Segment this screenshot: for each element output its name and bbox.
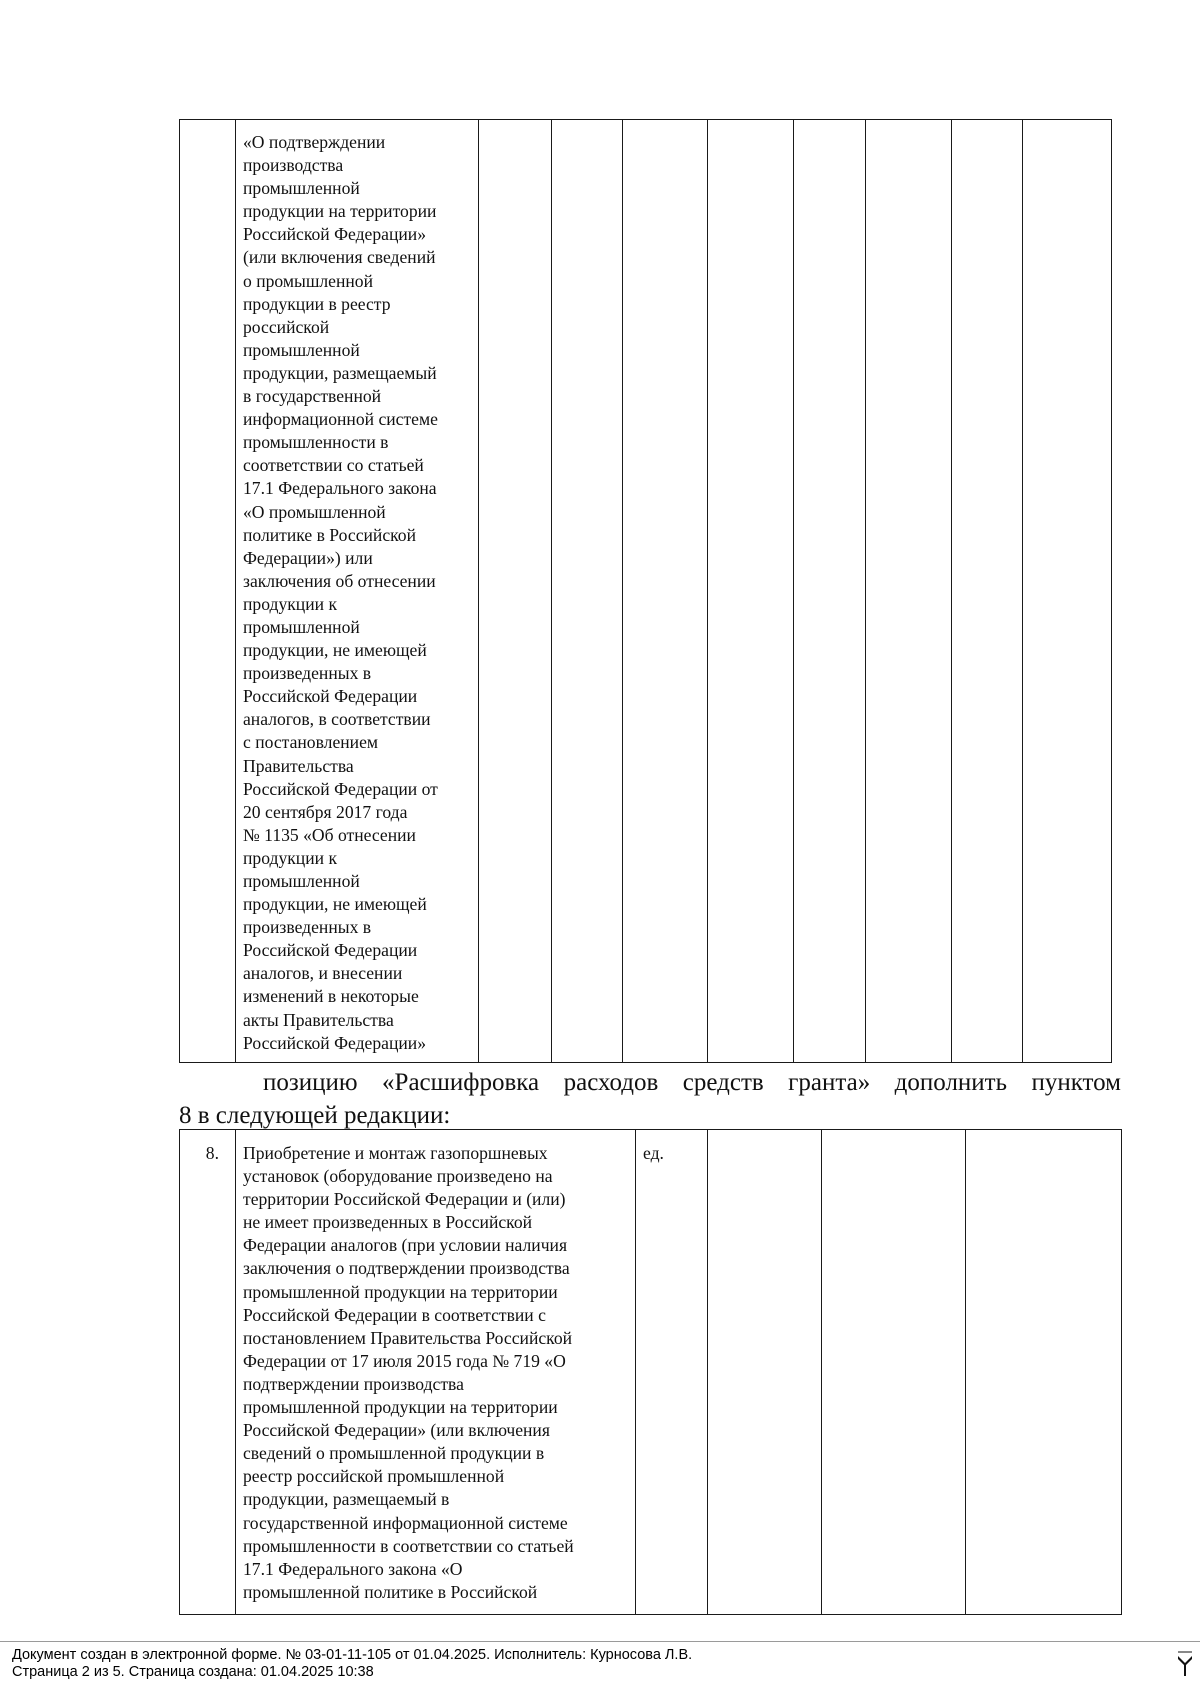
text-line: произведенных в <box>243 917 372 938</box>
text-line: продукции в реестр <box>243 293 391 314</box>
paragraph-line: позицию «Расшифровка расходов средств гранта» дополнить пунктом <box>263 1069 1121 1096</box>
text-line: политике в Российской <box>243 524 417 545</box>
text-line: продукции к <box>243 847 337 868</box>
text-line: промышленной продукции на территории <box>243 1281 558 1302</box>
text-line: заключения о подтверждении производства <box>243 1258 570 1279</box>
text-line: Приобретение и монтаж газопоршневых <box>243 1143 548 1163</box>
text-line: не имеет произведенных в Российской <box>243 1212 533 1233</box>
text-line: в государственной <box>243 386 382 407</box>
text-line: Российской Федерации» <box>243 1032 426 1053</box>
row-number-cell: 8. <box>180 1130 236 1615</box>
empty-cell <box>552 120 623 1063</box>
description-cell <box>236 1130 636 1615</box>
text-line: государственной информационной системе <box>243 1512 568 1533</box>
text-line: (или включения сведений <box>243 247 436 268</box>
empty-cell <box>822 1130 966 1615</box>
footer-divider <box>0 1641 1200 1642</box>
text-line: № 1135 «Об отнесении <box>243 824 416 845</box>
text-line: Российской Федерации» <box>243 224 426 245</box>
text-line: промышленности в <box>243 432 389 453</box>
text-line: промышленной <box>243 178 360 199</box>
text-line: заключения об отнесении <box>243 570 436 591</box>
text-line: продукции, не имеющей <box>243 640 427 661</box>
text-line: Правительства <box>243 755 354 776</box>
text-line: Федерации от 17 июля 2015 года № 719 «О <box>243 1350 566 1371</box>
text-line: произведенных в <box>243 663 372 684</box>
text-line: продукции к <box>243 593 337 614</box>
text-line: производства <box>243 155 344 176</box>
text-line: 17.1 Федерального закона <box>243 478 437 499</box>
text-line: продукции, размещаемый <box>243 362 437 383</box>
text-line: «О подтверждении <box>243 132 386 152</box>
text-line: сведений о промышленной продукции в <box>243 1443 545 1464</box>
text-line: продукции на территории <box>243 201 437 222</box>
empty-cell <box>966 1130 1122 1615</box>
text-line: о промышленной <box>243 270 374 291</box>
text-line: аналогов, и внесении <box>243 963 403 984</box>
text-line: Российской Федерации от <box>243 778 438 799</box>
footer-document-info: Документ создан в электронной форме. № 03-01-11-105 от 01.04.2025. Исполнитель: Курносова Л.В. <box>12 1647 693 1663</box>
description-cell <box>236 120 479 1063</box>
description-text <box>243 131 470 1055</box>
table-row <box>180 1130 1122 1615</box>
text-line: территории Российской Федерации и (или) <box>243 1189 566 1210</box>
text-line: промышленной продукции на территории <box>243 1397 558 1418</box>
text-line: акты Правительства <box>243 1009 394 1030</box>
text-line: постановлением Правительства Российской <box>243 1327 573 1348</box>
text-line: Российской Федерации в соответствии с <box>243 1304 546 1325</box>
description-text <box>243 1142 629 1604</box>
text-line: Российской Федерации <box>243 940 418 961</box>
text-line: установок (оборудование произведено на <box>243 1166 553 1187</box>
text-line: аналогов, в соответствии <box>243 709 431 730</box>
text-line: промышленной <box>243 616 360 637</box>
text-line: продукции, размещаемый в <box>243 1489 450 1510</box>
text-line: продукции, не имеющей <box>243 894 427 915</box>
footer <box>12 1647 692 1681</box>
empty-cell <box>479 120 552 1063</box>
text-line: подтверждении производства <box>243 1373 464 1394</box>
grant-expenses-table <box>179 1129 1122 1615</box>
text-line: «О промышленной <box>243 501 386 522</box>
text-line: промышленной политике в Российской <box>243 1581 538 1602</box>
empty-cell <box>708 1130 822 1615</box>
amendment-paragraph <box>179 1066 1121 1132</box>
footer-page-info: Страница 2 из 5. Страница создана: 01.04.2025 10:38 <box>12 1664 374 1680</box>
text-line: Федерации аналогов (при условии наличия <box>243 1235 568 1256</box>
emblem-icon <box>1176 1650 1194 1678</box>
text-line: промышленности в соответствии со статьей <box>243 1535 574 1556</box>
text-line: промышленной <box>243 339 360 360</box>
empty-cell <box>708 120 794 1063</box>
text-line: Федерации») или <box>243 547 373 568</box>
table-row <box>180 120 1112 1063</box>
empty-cell <box>1023 120 1112 1063</box>
text-line: реестр российской промышленной <box>243 1466 505 1487</box>
unit-cell: ед. <box>636 1130 708 1615</box>
row-number-cell <box>180 120 236 1063</box>
text-line: с постановлением <box>243 732 379 753</box>
text-line: соответствии со статьей <box>243 455 424 476</box>
text-line: российской <box>243 316 330 337</box>
text-line: Российской Федерации <box>243 686 418 707</box>
empty-cell <box>866 120 952 1063</box>
text-line: 17.1 Федерального закона «О <box>243 1558 463 1579</box>
empty-cell <box>952 120 1023 1063</box>
text-line: информационной системе <box>243 409 438 430</box>
empty-cell <box>794 120 866 1063</box>
empty-cell <box>623 120 708 1063</box>
text-line: изменений в некоторые <box>243 986 419 1007</box>
text-line: 20 сентября 2017 года <box>243 801 408 822</box>
text-line: Российской Федерации» (или включения <box>243 1420 550 1441</box>
paragraph-line: 8 в следующей редакции: <box>179 1102 451 1129</box>
text-line: промышленной <box>243 871 360 891</box>
continued-table <box>179 119 1112 1063</box>
